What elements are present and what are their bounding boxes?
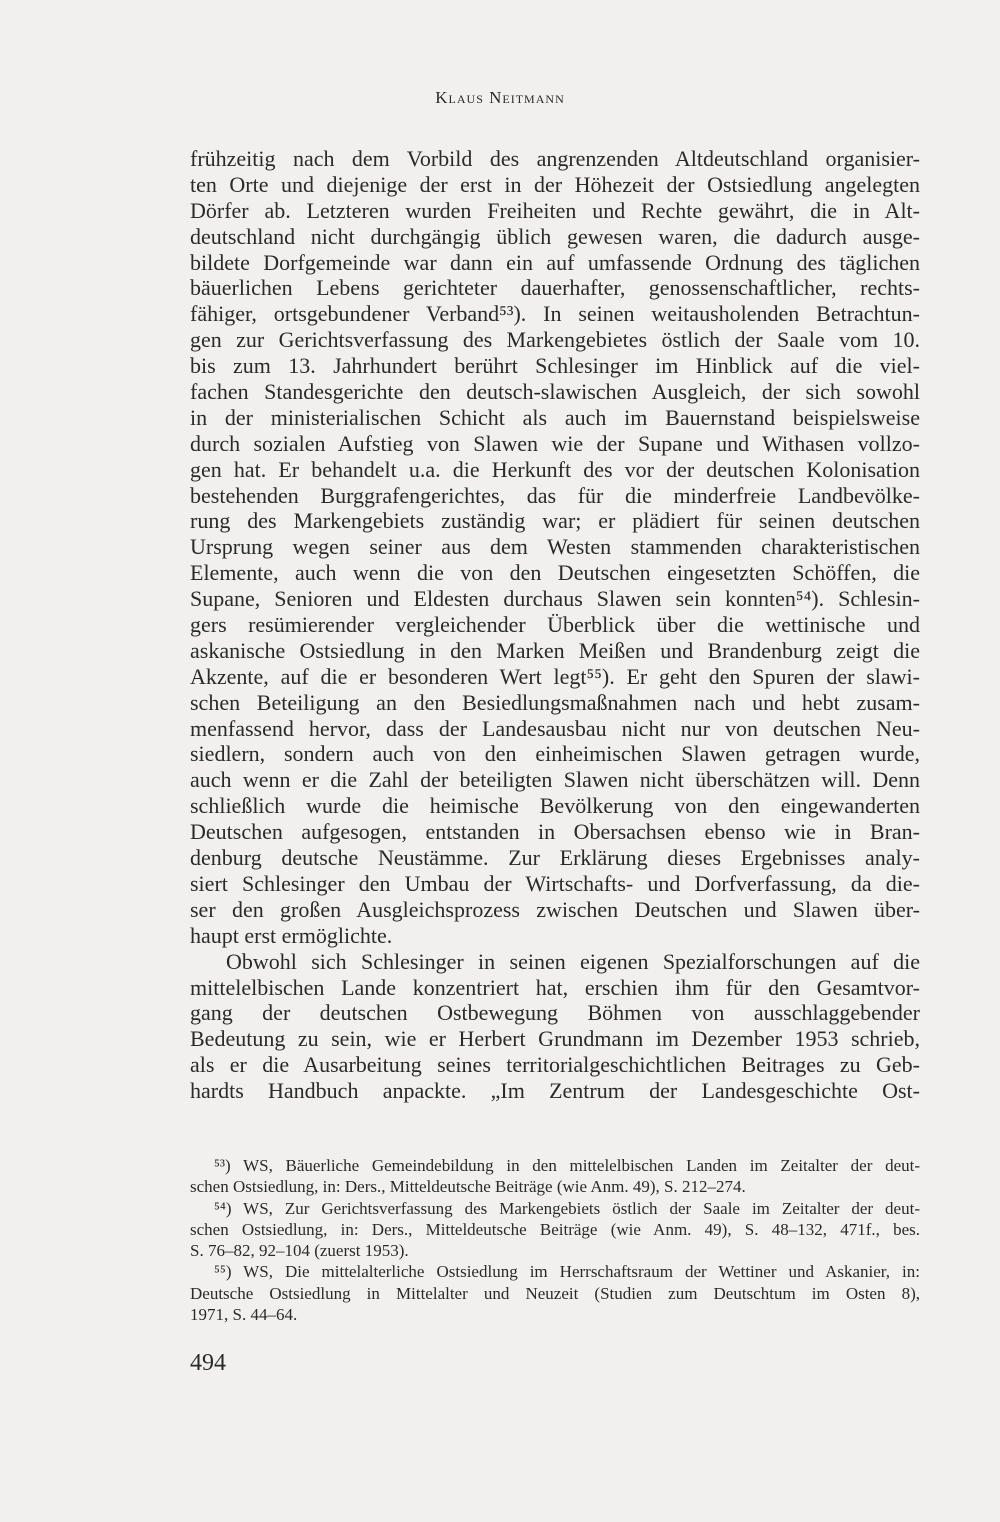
body-line: ten Orte und diejenige der erst in der Höhezeit der Ostsiedlung angelegten <box>190 171 920 197</box>
footnote-line: Deutsche Ostsiedlung in Mittelalter und Neuzeit (Studien zum Deutschtum im Osten 8), <box>190 1283 920 1303</box>
body-line: Deutschen aufgesogen, entstanden in Obersachsen ebenso wie in Bran- <box>190 819 920 845</box>
body-line: Bedeutung zu sein, wie er Herbert Grundmann im Dezember 1953 schrieb, <box>190 1026 920 1052</box>
body-line: mittelelbischen Lande konzentriert hat, erschien ihm für den Gesamtvor- <box>190 974 920 1000</box>
body-line: Obwohl sich Schlesinger in seinen eigenen Spezialforschungen auf die <box>226 948 920 974</box>
body-line: bis zum 13. Jahrhundert berührt Schlesinger im Hinblick auf die viel- <box>190 353 920 379</box>
body-line: bäuerlichen Lebens gerichteter dauerhafter, genossenschaftlicher, rechts- <box>190 275 920 301</box>
body-line: ser den großen Ausgleichsprozess zwischen Deutschen und Slawen über- <box>190 896 920 922</box>
footnote-line: S. 76–82, 92–104 (zuerst 1953). <box>190 1241 409 1261</box>
body-line: gers resümierender vergleichender Überblick über die wettinische und <box>190 612 920 638</box>
body-line: schließlich wurde die heimische Bevölkerung von den eingewanderten <box>190 793 920 819</box>
body-line: gang der deutschen Ostbewegung Böhmen von ausschlaggebender <box>190 1000 920 1026</box>
body-line: auch wenn er die Zahl der beteiligten Slawen nicht überschätzen will. Denn <box>190 767 920 793</box>
footnote-line: schen Ostsiedlung, in: Ders., Mitteldeutsche Beiträge (wie Anm. 49), S. 48–132, 471f., bes. <box>190 1219 920 1239</box>
body-line: gen hat. Er behandelt u.a. die Herkunft des vor der deutschen Kolonisation <box>190 456 920 482</box>
body-line: rung des Markengebiets zuständig war; er plädiert für seinen deutschen <box>190 508 920 534</box>
body-line: denburg deutsche Neustämme. Zur Erklärung dieses Ergebnisses analy- <box>190 845 920 871</box>
body-line: gen zur Gerichtsverfassung des Markengebietes östlich der Saale vom 10. <box>190 327 920 353</box>
running-head: Klaus Neitmann <box>435 88 565 107</box>
body-line: askanische Ostsiedlung in den Marken Meißen und Brandenburg zeigt die <box>190 637 920 663</box>
body-line: bestehenden Burggrafengerichtes, das für die minderfreie Landbevölke- <box>190 482 920 508</box>
body-line: frühzeitig nach dem Vorbild des angrenzenden Altdeutschland organisier- <box>190 146 920 171</box>
body-line: durch sozialen Aufstieg von Slawen wie der Supane und Withasen vollzo- <box>190 430 920 456</box>
body-line: Elemente, auch wenn die von den Deutschen eingesetzten Schöffen, die <box>190 560 920 586</box>
body-line: schen Beteiligung an den Besiedlungsmaßnahmen nach und hebt zusam- <box>190 689 920 715</box>
footnote-line: ⁵³) WS, Bäuerliche Gemeindebildung in den mittelelbischen Landen im Zeitalter der deut- <box>214 1156 920 1175</box>
body-line: siedlern, sondern auch von den einheimischen Slawen getragen wurde, <box>190 741 920 767</box>
body-line: haupt erst ermöglichte. <box>190 922 393 948</box>
footnote-line: schen Ostsiedlung, in: Ders., Mitteldeutsche Beiträge (wie Anm. 49), S. 212–274. <box>190 1177 746 1197</box>
body-line: fähiger, ortsgebundener Verband⁵³). In seinen weitausholenden Betrachtun- <box>190 301 920 327</box>
footnote-line: 1971, S. 44–64. <box>190 1305 298 1325</box>
body-line: Dörfer ab. Letzteren wurden Freiheiten und Rechte gewährt, die in Alt- <box>190 197 920 223</box>
body-line: siert Schlesinger den Umbau der Wirtschafts- und Dorfverfassung, da die- <box>190 870 920 896</box>
body-line: fachen Standesgerichte den deutsch-slawischen Ausgleich, der sich sowohl <box>190 379 920 405</box>
footnote-line: ⁵⁵) WS, Die mittelalterliche Ostsiedlung im Herrschaftsraum der Wettiner und Askanier, in: <box>214 1262 920 1282</box>
body-line: Ursprung wegen seiner aus dem Westen stammenden charakteristischen <box>190 534 920 560</box>
body-line: hardts Handbuch anpackte. „Im Zentrum der Landesgeschichte Ost- <box>190 1078 920 1104</box>
body-line: in der ministerialischen Schicht als auch im Bauernstand beispielsweise <box>190 404 920 430</box>
body-line: als er die Ausarbeitung seines territorialgeschichtlichen Beitrages zu Geb- <box>190 1052 920 1078</box>
body-line: Akzente, auf die er besonderen Wert legt⁵⁵). Er geht den Spuren der slawi- <box>190 663 920 689</box>
page-number: 494 <box>190 1350 226 1376</box>
body-line: menfassend hervor, dass der Landesausbau nicht nur von deutschen Neu- <box>190 715 920 741</box>
body-line: deutschland nicht durchgängig üblich gewesen waren, die dadurch ausge- <box>190 223 920 249</box>
footnotes <box>190 1155 920 1325</box>
body-line: bildete Dorfgemeinde war dann ein auf umfassende Ordnung des täglichen <box>190 249 920 275</box>
body-line: Supane, Senioren und Eldesten durchaus Slawen sein konnten⁵⁴). Schlesin- <box>190 586 920 612</box>
footnote-line: ⁵⁴) WS, Zur Gerichtsverfassung des Markengebiets östlich der Saale im Zeitalter der deut- <box>214 1198 920 1218</box>
body-text <box>190 146 920 1104</box>
